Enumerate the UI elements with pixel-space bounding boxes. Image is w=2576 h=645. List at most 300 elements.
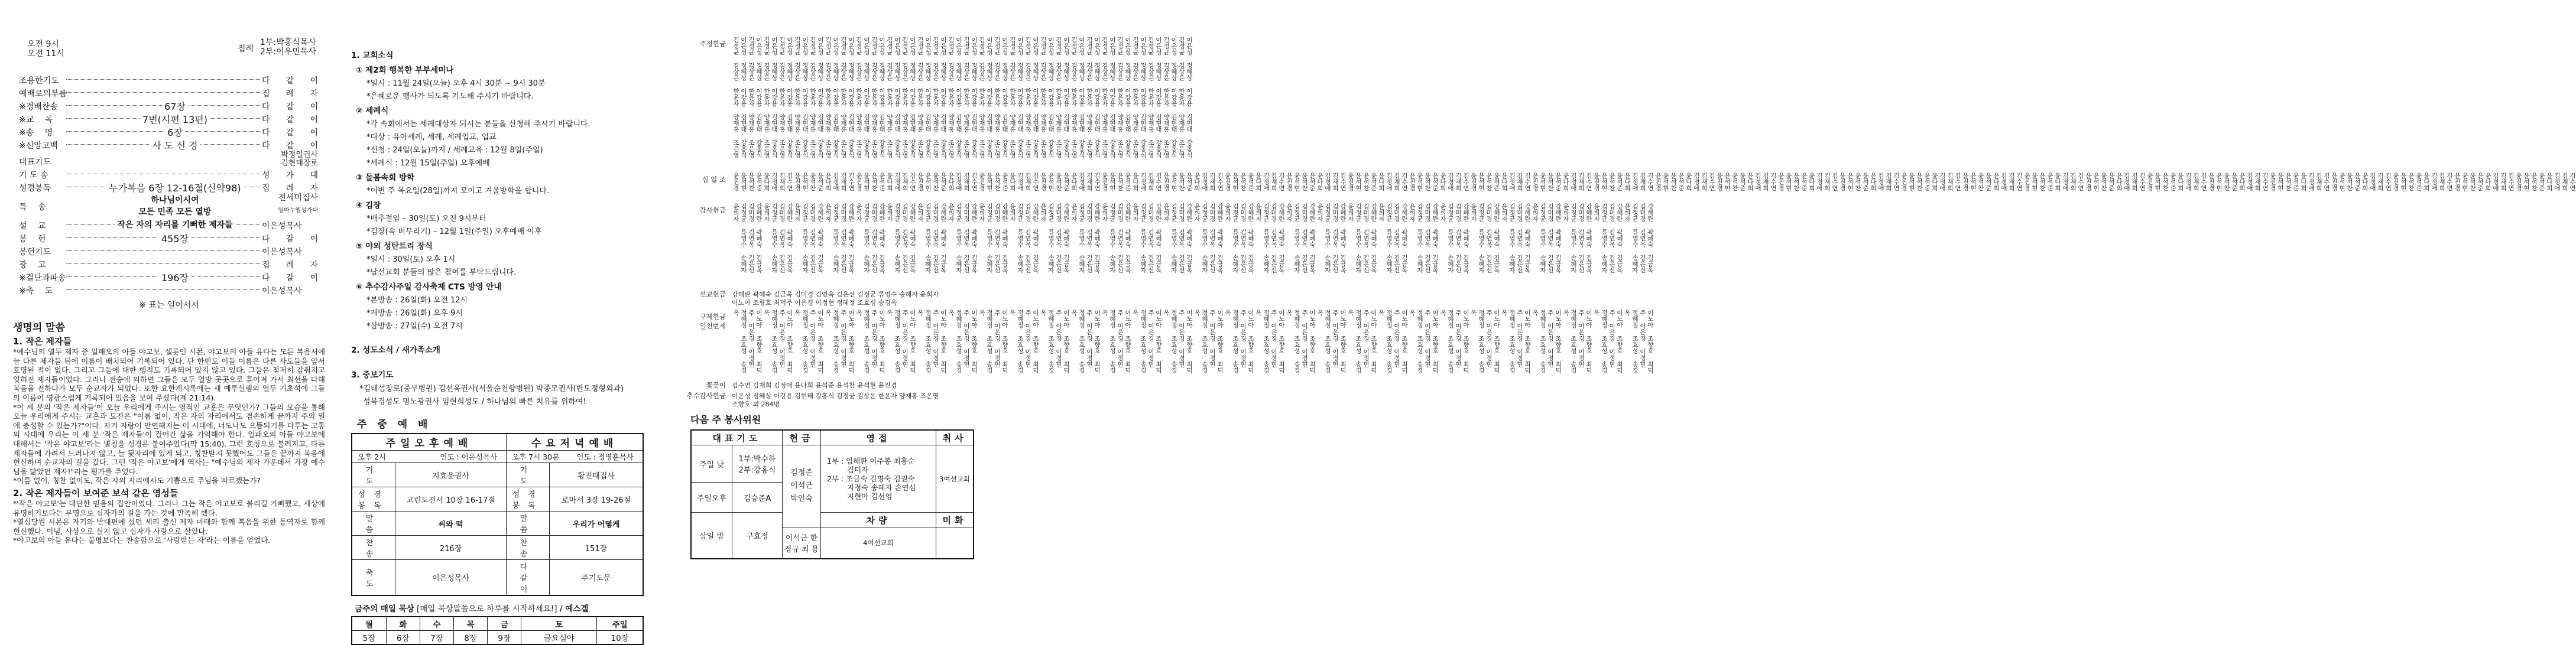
offering-name-column: 이노아 조향호 최덕주 이은경 이정현 정혜정 조효성 송경옥 <box>1193 310 1224 373</box>
order-row <box>13 125 325 138</box>
meditation-day: 금 <box>488 617 521 631</box>
offering-name-column: 김수연 김재희 김정애 윤다희 윤석준 윤석찬 윤석현 윤진경 <box>1224 172 1285 191</box>
news-item-line: *각 속회에서는 세례대상자 되시는 분들을 신청해 주시기 바랍니다. <box>366 120 591 129</box>
offering-name-column: 이은성 정혜상 이강용 김현태 강홍식 김정균 김상은 한윤자 양재홍 조은영 <box>748 37 763 158</box>
flower-names: 김수연 김재희 김정애 윤다희 윤석준 윤석찬 윤석현 윤진경 <box>732 382 897 389</box>
offering-name-column: 이은성 정혜상 이강용 김현태 강홍식 김정균 김상은 한윤자 양재홍 조은영 <box>1117 37 1131 158</box>
word-subtitle-1: 1. 작은 제자들 <box>13 336 72 347</box>
duty-offer-3: 박인숙 <box>790 494 813 503</box>
order-item-text: 6장 <box>165 127 185 138</box>
offering-name-column: 이노아 조향호 최덕주 이은경 이정현 정혜정 조효성 송경옥 <box>1409 310 1439 373</box>
news-item-line: *본방송 : 26일(화) 오전 12시 <box>366 296 468 305</box>
midweek-value: 주기도문 <box>550 560 643 596</box>
news-item-line: *삼방송 : 27일(수) 오전 7시 <box>366 322 463 331</box>
duty-table <box>690 429 974 559</box>
offering-name-column: 이노아 조향호 최덕주 이은경 이정현 정혜정 조효성 송경옥 <box>886 310 916 373</box>
offering-name-column: 강혜란 곽혜숙 김금옥 김미경 김연옥 김은선 김정균 류영수 송혜자 윤희자 <box>1347 203 1377 273</box>
order-of-service-column <box>0 0 331 592</box>
meditation-day: 화 <box>386 617 420 631</box>
order-person: 다 같 이 <box>262 141 318 151</box>
duty-h-car: 차량 <box>821 513 936 527</box>
order-row <box>13 232 325 245</box>
meditation-table <box>351 616 644 645</box>
offering-name-column: 김수연 김재희 김정애 윤다희 윤석준 윤석찬 윤석현 윤진경 <box>732 172 793 191</box>
meditation-day: 수 <box>420 617 453 631</box>
offering-name-column: 이노아 조향호 최덕주 이은경 이정현 정혜정 조효성 송경옥 <box>1562 310 1592 373</box>
news-heading-3: 3. 중보기도 <box>351 370 394 380</box>
offering-names-vertical <box>732 310 1654 376</box>
order-person: 다 같 이 <box>262 115 318 125</box>
order-label: 기 도 송 <box>19 171 48 180</box>
meditation-note: [매일 묵상말씀으로 하루를 시작하세요!] <box>416 604 557 614</box>
jipre-pastor-2: 2부:이우민목사 <box>260 47 316 57</box>
stand-note: ※ 표는 일어서서 <box>139 301 199 310</box>
midweek-label: 축 도 <box>352 560 395 596</box>
offering-section-flower <box>684 379 992 390</box>
word-paragraph-1: *예수님의 열두 제자 중 일패오의 아들 야고보, 셀롯인 시몬, 야고보의 아들 유다는 모든 복음서에 늘 다른 제자들 뒤에 이름이 배치되어 기록되어 있다. 단 한번도 이들 이름은 다른 사도들을 앞서 호명된 적이 없다. 그리고 그들에 대한 행적도 기록되어 있지 않고 있다. 그들은 철저히 감춰지고 잊혀진 제자들이었다. 그러나 전승에 의하면 그들은 모두 열방 곳곳으로 흩어져 가서 최선을 다해 복음을 전하다가 모두 순교자가 되었다. 또한 요한계시록에는 새 예루실렘의 열두 기초석에 그들의 이름이 영광스럽게 기록되어 있음을 보여 주셨다(계 21:14). <box>13 347 325 402</box>
offering-name-column: 이노아 조향호 최덕주 이은경 이정현 정혜정 조효성 송경옥 <box>978 310 1008 373</box>
meditation-day: 월 <box>352 617 386 631</box>
offering-name-column: 이노아 조향호 최덕주 이은경 이정현 정혜정 조효성 송경옥 <box>1439 310 1469 373</box>
duty-offer-2: 이석근 <box>790 481 813 490</box>
offering-name-column: 김수연 김재희 김정애 윤다희 윤석준 윤석찬 윤석현 윤진경 <box>1654 172 1715 191</box>
offering-name-column: 김수연 김재희 김정애 윤다희 윤석준 윤석찬 윤석현 윤진경 <box>2392 172 2453 191</box>
order-row <box>13 99 325 112</box>
order-row <box>13 138 325 151</box>
order-item <box>90 112 260 126</box>
order-item <box>90 181 260 194</box>
midweek-service-table <box>351 433 644 596</box>
midweek-label: 다 같 이 <box>507 560 550 596</box>
order-person: 다 같 이 <box>262 273 318 283</box>
offering-section-relief <box>684 310 1654 376</box>
news-item-title: ④ 김장 <box>356 201 381 210</box>
offering-name-column: 이은성 정혜상 이강용 김현태 강홍식 김정균 김상은 한윤자 양재홍 조은영 <box>1178 37 1193 158</box>
jipre-pastor-1: 1부:박홍식목사 <box>260 38 316 47</box>
dot-leader <box>66 250 260 251</box>
prayer-request-2: 성북경성도 명노광권사 임현희성도 / 하나님의 빠른 치유를 위하여! <box>363 398 586 406</box>
offering-name-column: 이은성 정혜상 이강용 김현태 강홍식 김정균 김상은 한윤자 양재홍 조은영 <box>1147 37 1162 158</box>
offering-name-column: 김수연 김재희 김정애 윤다희 윤석준 윤석찬 윤석현 윤진경 <box>1163 172 1224 191</box>
offering-name-column: 이은성 정혜상 이강용 김현태 강홍식 김정균 김상은 한윤자 양재홍 조은영 <box>1086 37 1101 158</box>
meditation-day: 주일 <box>597 617 643 631</box>
offering-name-column: 이은성 정혜상 이강용 김현태 강홍식 김정균 김상은 한윤자 양재홍 조은영 <box>932 37 947 158</box>
word-paragraph-3: *이름 없이, 칭찬 없이도, 작은 자의 자리에서도 기쁨으로 주님을 따르겠는가? <box>13 476 261 486</box>
offering-name-column: 이노아 조향호 최덕주 이은경 이정현 정혜정 조효성 송경옥 <box>1255 310 1285 373</box>
offering-name-column: 김수연 김재희 김정애 윤다희 윤석준 윤석찬 윤석현 윤진경 <box>2023 172 2084 191</box>
offering-name-column: 이은성 정혜상 이강용 김현태 강홍식 김정균 김상은 한윤자 양재홍 조은영 <box>840 37 855 158</box>
word-paragraph-4: *'작은 야고보'는 대단한 믿음의 집안이었다. 그러나 그는 작은 야고보로 불리길 기뻐했고, 세상에 유명하기보다는 무명으로 십자가의 길을 가는 것에 만족해 했다. <box>13 499 325 517</box>
dot-leader <box>66 92 260 93</box>
order-label: 광 고 <box>19 260 46 270</box>
offering-name-column: 이은성 정혜상 이강용 김현태 강홍식 김정균 김상은 한윤자 양재홍 조은영 <box>1101 37 1116 158</box>
offering-label: 추수감사헌금 <box>686 392 726 400</box>
offering-name-column: 이노아 조향호 최덕주 이은경 이정현 정혜정 조효성 송경옥 <box>1286 310 1316 373</box>
order-rows-3 <box>13 219 325 297</box>
prayer-request-1: *김태섭장로(중부병원) 김선옥권사(서울순천향병원) 박종모권사(반도정형외과) <box>359 385 624 393</box>
offering-name-column: 이은성 정혜상 이강용 김현태 강홍식 김정균 김상은 한윤자 양재홍 조은영 <box>978 37 993 158</box>
order-label: 대표기도 <box>19 158 51 167</box>
offering-name-column: 이은성 정혜상 이강용 김현태 강홍식 김정균 김상은 한윤자 양재홍 조은영 <box>963 37 978 158</box>
midweek-title: 주 중 예 배 <box>357 419 432 431</box>
duty-row-label: 주일오후 <box>691 483 732 513</box>
offering-name-column: 이은성 정혜상 이강용 김현태 강홍식 김정균 김상은 한윤자 양재홍 조은영 <box>948 37 962 158</box>
offering-name-column: 김수연 김재희 김정애 윤다희 윤석준 윤석찬 윤석현 윤진경 <box>1101 172 1162 191</box>
offering-name-column: 강혜란 곽혜숙 김금옥 김미경 김연옥 김은선 김정균 류영수 송혜자 윤희자 <box>978 203 1008 273</box>
midweek-row <box>352 463 643 487</box>
offering-name-column: 이노아 조향호 최덕주 이은경 이정현 정혜정 조효성 송경옥 <box>855 310 885 373</box>
word-paragraph-5: *열심당원 시몬은 자기와 반대편에 섰던 세리 출신 제자 마태와 함께 복음을 위한 동역자로 함께 헌신했다. 이념, 사상으로 실지 않고 십자가 사랑으로 살았다. <box>13 517 325 536</box>
word-title: 생명의 말씀 <box>13 322 66 334</box>
news-item-line: *일시 : 11월 24일(오늘) 오후 4시 30분 ~ 9시 30분 <box>366 79 546 88</box>
word-subtitle-2: 2. 작은 제자들이 보여준 보석 같은 영성들 <box>13 487 179 499</box>
offering-name-column: 이은성 정혜상 이강용 김현태 강홍식 김정균 김상은 한윤자 양재홍 조은영 <box>1040 37 1055 158</box>
offering-name-column: 이노아 조향호 최덕주 이은경 이정현 정혜정 조효성 송경옥 <box>1347 310 1377 373</box>
midweek-value: 이은성목사 <box>395 560 507 596</box>
offering-name-column: 강혜란 곽혜숙 김금옥 김미경 김연옥 김은선 김정균 류영수 송혜자 윤희자 <box>1193 203 1224 273</box>
order-item-text: 67장 <box>162 101 188 112</box>
offering-name-column: 이은성 정혜상 이강용 김현태 강홍식 김정균 김상은 한윤자 양재홍 조은영 <box>778 37 793 158</box>
midweek-label: 성경봉독 <box>507 487 550 512</box>
offering-label: 구제헌금 <box>699 312 726 321</box>
greet-line-3: 2부 : 조금숙 김명숙 김권숙 <box>827 474 915 483</box>
order-row <box>13 73 325 86</box>
offering-name-column: 이은성 정혜상 이강용 김현태 강홍식 김정균 김상은 한윤자 양재홍 조은영 <box>794 37 809 158</box>
news-item-line: *배추절임 – 30일(토) 오전 9시부터 <box>366 214 486 223</box>
offering-name-column: 김수연 김재희 김정애 윤다희 윤석준 윤석찬 윤석현 윤진경 <box>2085 172 2146 191</box>
midweek-value: 우리가 어떻게 <box>550 512 643 536</box>
duty-h-beauty: 미화 <box>936 513 974 527</box>
offering-name-column: 강혜란 곽혜숙 김금옥 김미경 김연옥 김은선 김정균 류영수 송혜자 윤희자 <box>1624 203 1654 273</box>
order-person: 이은성목사 <box>262 247 302 257</box>
order-person: 다 같 이 <box>262 234 318 244</box>
offering-name-column: 김수연 김재희 김정애 윤다희 윤석준 윤석찬 윤석현 윤진경 <box>2331 172 2392 191</box>
meditation-book: / 예스겔 <box>559 604 589 614</box>
offering-name-column: 이노아 조향호 최덕주 이은경 이정현 정혜정 조효성 송경옥 <box>825 310 855 373</box>
wednesday-time: 오후 7시 30분 <box>512 452 560 461</box>
offering-name-column: 강혜란 곽혜숙 김금옥 김미경 김연옥 김은선 김정균 류영수 송혜자 윤희자 <box>855 203 885 273</box>
news-item-title: ① 제2회 행복한 부부세미나 <box>356 66 454 75</box>
offering-name-column: 강혜란 곽혜숙 김금옥 김미경 김연옥 김은선 김정균 류영수 송혜자 윤희자 <box>1163 203 1193 273</box>
news-heading-2: 2. 성도소식 / 새가족소개 <box>351 346 440 355</box>
offering-name-column: 김수연 김재희 김정애 윤다희 윤석준 윤석찬 윤석현 윤진경 <box>1777 172 1838 191</box>
offering-name-column: 강혜란 곽혜숙 김금옥 김미경 김연옥 김은선 김정균 류영수 송혜자 윤희자 <box>1286 203 1316 273</box>
sunday-lead: 인도 : 이은성목사 <box>440 452 498 461</box>
offering-name-column: 김수연 김재희 김정애 윤다희 윤석준 윤석찬 윤석현 윤진경 <box>1470 172 1531 191</box>
order-label: ※신앙고백 <box>19 141 58 151</box>
greet-line-5: 지현아 김선영 <box>847 492 893 501</box>
midweek-value: 216장 <box>395 536 507 560</box>
duty-cook-1: 3여선교회 <box>936 445 974 513</box>
midweek-row <box>352 512 643 536</box>
harvest-names: 이은성 정혜상 이강용 김현태 강홍식 김정균 김상은 한윤자 양재홍 조은영 <box>732 392 939 400</box>
order-label: ※교 독 <box>19 115 53 125</box>
offering-name-column: 이노아 조향호 최덕주 이은경 이정현 정혜정 조효성 송경옥 <box>948 310 978 373</box>
offering-section-harvest <box>684 390 992 410</box>
order-item <box>90 99 260 113</box>
offering-section-thanks <box>684 203 1654 284</box>
duty-title: 다음 주 봉사위원 <box>690 414 761 425</box>
news-item-line: *은혜로운 행사가 되도록 기도해 주시기 바랍니다. <box>366 92 534 101</box>
special-who-1: 전세미집사 <box>278 193 318 203</box>
midweek-row <box>352 560 643 596</box>
offering-name-column: 이은성 정혜상 이강용 김현태 강홍식 김정균 김상은 한윤자 양재홍 조은영 <box>901 37 916 158</box>
offering-name-column: 김수연 김재희 김정애 윤다희 윤석준 윤석찬 윤석현 윤진경 <box>2269 172 2330 191</box>
offering-names-vertical <box>732 37 1193 170</box>
offering-name-column: 강혜란 곽혜숙 김금옥 김미경 김연옥 김은선 김정균 류영수 송혜자 윤희자 <box>1255 203 1285 273</box>
offering-name-column: 이은성 정혜상 이강용 김현태 강홍식 김정균 김상은 한윤자 양재홍 조은영 <box>809 37 824 158</box>
midweek-label: 찬 송 <box>507 536 550 560</box>
offering-label: 일천번제 <box>699 322 726 330</box>
word-paragraph-6: *야고보의 아들 유다는 불평보다는 찬송함으로 '사랑받는 자'라는 이름을 얻었다. <box>13 536 271 545</box>
offering-name-column: 김수연 김재희 김정애 윤다희 윤석준 윤석찬 윤석현 윤진경 <box>1593 172 1654 191</box>
news-item-line: *대상 : 유아세례, 세례, 세례입교, 입교 <box>366 133 497 142</box>
wednesday-evening-title: 수요저녁예배 <box>507 434 643 451</box>
offering-name-column: 강혜란 곽혜숙 김금옥 김미경 김연옥 김은선 김정균 류영수 송혜자 윤희자 <box>1101 203 1131 273</box>
duty-offer-names <box>783 445 821 527</box>
midweek-value: 씨와 떡 <box>395 512 507 536</box>
offering-name-column: 강혜란 곽혜숙 김금옥 김미경 김연옥 김은선 김정균 류영수 송혜자 윤희자 <box>948 203 978 273</box>
news-item-line: *신청 : 24일(오늘)까지 / 세례교육 : 12월 8일(주일) <box>366 146 543 155</box>
offering-name-column: 강혜란 곽혜숙 김금옥 김미경 김연옥 김은선 김정균 류영수 송혜자 윤희자 <box>1501 203 1531 273</box>
order-person: 이은성목사 <box>262 221 302 231</box>
dot-leader <box>66 289 260 290</box>
meditation-chapter: 6장 <box>386 631 420 645</box>
offering-name-column: 김수연 김재희 김정애 윤다희 윤석준 윤석찬 윤석현 윤진경 <box>1347 172 1408 191</box>
offering-name-column: 이노아 조향호 최덕주 이은경 이정현 정혜정 조효성 송경옥 <box>1040 310 1070 373</box>
mission-names-2: 이노아 조향호 최덕주 이은경 이정현 정혜정 조효성 송경옥 <box>732 299 897 307</box>
offering-name-column: 이노아 조향호 최덕주 이은경 이정현 정혜정 조효성 송경옥 <box>1101 310 1131 373</box>
service-time-2: 오전 11시 <box>27 49 64 58</box>
special-who-2: 임마누엘성가대 <box>278 207 318 214</box>
offering-section-main <box>684 37 1193 170</box>
midweek-value: 고린도전서 10장 16-17절 <box>395 487 507 512</box>
order-item-text: 작은 자의 자리를 기뻐한 제자들 <box>115 220 235 230</box>
prayer-who-1: 박정일권사 <box>281 151 318 159</box>
offering-name-column: 이노아 조향호 최덕주 이은경 이정현 정혜정 조효성 송경옥 <box>732 310 763 373</box>
order-person: 성 가 대 <box>262 171 318 180</box>
news-item-title: ② 세례식 <box>356 106 389 116</box>
order-row <box>13 258 325 271</box>
order-item-text: 455장 <box>159 233 191 245</box>
duty-greeters <box>821 445 936 513</box>
midweek-value: 로마서 3장 19-26절 <box>550 487 643 512</box>
order-person: 집 례 자 <box>262 260 318 270</box>
wednesday-time-lead <box>507 451 643 463</box>
order-item <box>90 271 260 284</box>
offering-name-column: 이은성 정혜상 이강용 김현태 강홍식 김정균 김상은 한윤자 양재홍 조은영 <box>1070 37 1085 158</box>
offering-name-column: 김수연 김재희 김정애 윤다희 윤석준 윤석찬 윤석현 윤진경 <box>1286 172 1347 191</box>
midweek-label: 성경봉독 <box>352 487 395 512</box>
midweek-value: 지효윤권사 <box>395 463 507 487</box>
dot-leader <box>66 263 260 264</box>
news-item-title: ⑥ 추수감사주일 감사축제 CTS 방영 안내 <box>356 282 502 292</box>
offering-name-column: 이은성 정혜상 이강용 김현태 강홍식 김정균 김상은 한윤자 양재홍 조은영 <box>886 37 901 158</box>
offering-name-column: 이노아 조향호 최덕주 이은경 이정현 정혜정 조효성 송경옥 <box>1624 310 1654 373</box>
offering-name-column: 김수연 김재희 김정애 윤다희 윤석준 윤석찬 윤석현 윤진경 <box>2208 172 2269 191</box>
order-person: 다 같 이 <box>262 128 318 138</box>
midweek-label: 기 도 <box>352 463 395 487</box>
offering-names-vertical <box>732 172 2576 202</box>
offering-name-column: 이은성 정혜상 이강용 김현태 강홍식 김정균 김상은 한윤자 양재홍 조은영 <box>763 37 778 158</box>
offering-name-column: 이노아 조향호 최덕주 이은경 이정현 정혜정 조효성 송경옥 <box>1593 310 1623 373</box>
jipre-label: 집례 <box>238 44 254 54</box>
duty-prayer-2: 2부:강홍식 <box>738 466 776 475</box>
service-time-1: 오전 9시 <box>27 40 59 49</box>
duty-row-label: 삼일 밤 <box>691 513 732 559</box>
offering-name-column: 강혜란 곽혜숙 김금옥 김미경 김연옥 김은선 김정균 류영수 송혜자 윤희자 <box>1378 203 1408 273</box>
offering-name-column: 강혜란 곽혜숙 김금옥 김미경 김연옥 김은선 김정균 류영수 송혜자 윤희자 <box>1040 203 1070 273</box>
offering-label: 꽃꽂이 <box>706 381 726 389</box>
order-row <box>13 219 325 232</box>
sunday-afternoon-title: 주일오후예배 <box>352 434 507 451</box>
midweek-row <box>352 536 643 560</box>
duty-offer-1: 김정준 <box>790 468 813 477</box>
greet-line-2: 김미자 <box>847 465 869 474</box>
news-item-title: ⑤ 야외 성탄트리 장식 <box>356 242 433 251</box>
offering-name-column: 강혜란 곽혜숙 김금옥 김미경 김연옥 김은선 김정균 류영수 송혜자 윤희자 <box>763 203 793 273</box>
meditation-chapter: 5장 <box>352 631 386 645</box>
duty-prayer-1: 1부:박수하 <box>738 455 776 464</box>
offering-name-column: 이노아 조향호 최덕주 이은경 이정현 정혜정 조효성 송경옥 <box>1070 310 1101 373</box>
sunday-time: 오후 2시 <box>358 452 387 461</box>
order-label: 조용한기도 <box>19 76 59 86</box>
duty-afternoon-prayer: 김승준A <box>732 483 783 513</box>
offering-name-column: 이은성 정혜상 이강용 김현태 강홍식 김정균 김상은 한윤자 양재홍 조은영 <box>1163 37 1177 158</box>
offering-name-column: 이은성 정혜상 이강용 김현태 강홍식 김정균 김상은 한윤자 양재홍 조은영 <box>917 37 932 158</box>
offering-name-column: 김수연 김재희 김정애 윤다희 윤석준 윤석찬 윤석현 윤진경 <box>2146 172 2207 191</box>
offering-name-column: 이은성 정혜상 이강용 김현태 강홍식 김정균 김상은 한윤자 양재홍 조은영 <box>871 37 885 158</box>
order-label: 성경봉독 <box>19 184 51 193</box>
offering-name-column: 김수연 김재희 김정애 윤다희 윤석준 윤석찬 윤석현 윤진경 <box>794 172 855 191</box>
offering-name-column: 강혜란 곽혜숙 김금옥 김미경 김연옥 김은선 김정균 류영수 송혜자 윤희자 <box>1593 203 1623 273</box>
order-prayer-who <box>262 151 318 168</box>
meditation-chapter: 금요심야 <box>521 631 597 645</box>
offering-name-column: 이노아 조향호 최덕주 이은경 이정현 정혜정 조효성 송경옥 <box>917 310 947 373</box>
midweek-label: 찬 송 <box>352 536 395 560</box>
order-row <box>13 284 325 297</box>
meditation-heading <box>355 602 665 614</box>
news-item-line: *세례식 : 12월 15일(주일) 오후예배 <box>366 159 490 168</box>
meditation-chapter: 9장 <box>488 631 521 645</box>
offering-name-column: 이노아 조향호 최덕주 이은경 이정현 정혜정 조효성 송경옥 <box>1501 310 1531 373</box>
order-person: 다 같 이 <box>262 102 318 112</box>
offering-name-column: 강혜란 곽혜숙 김금옥 김미경 김연옥 김은선 김정균 류영수 송혜자 윤희자 <box>1562 203 1592 273</box>
meditation-chapter: 7장 <box>420 631 453 645</box>
offering-name-column: 강혜란 곽혜숙 김금옥 김미경 김연옥 김은선 김정균 류영수 송혜자 윤희자 <box>1470 203 1500 273</box>
offering-name-column: 강혜란 곽혜숙 김금옥 김미경 김연옥 김은선 김정균 류영수 송혜자 윤희자 <box>886 203 916 273</box>
order-person: 이은성목사 <box>262 286 302 296</box>
offering-name-column: 김수연 김재희 김정애 윤다희 윤석준 윤석찬 윤석현 윤진경 <box>1409 172 1469 191</box>
order-rows-2 <box>13 168 325 194</box>
offering-name-column: 이노아 조향호 최덕주 이은경 이정현 정혜정 조효성 송경옥 <box>763 310 793 373</box>
offering-name-column: 김수연 김재희 김정애 윤다희 윤석준 윤석찬 윤석현 윤진경 <box>1040 172 1101 191</box>
news-item-line: *남선교회 분들의 많은 참여를 부탁드립니다. <box>366 268 517 277</box>
offering-name-column: 이노아 조향호 최덕주 이은경 이정현 정혜정 조효성 송경옥 <box>794 310 824 373</box>
offering-name-column: 이은성 정혜상 이강용 김현태 강홍식 김정균 김상은 한윤자 양재홍 조은영 <box>825 37 839 158</box>
jipre-pastors <box>260 38 316 57</box>
midweek-row <box>352 487 643 512</box>
order-item-text: 사 도 신 경 <box>150 140 200 151</box>
dot-leader <box>66 79 260 80</box>
order-label: 특 송 <box>19 203 46 212</box>
prayer-who-2: 김현태장로 <box>281 159 318 168</box>
offering-name-column: 이은성 정혜상 이강용 김현태 강홍식 김정균 김상은 한윤자 양재홍 조은영 <box>1055 37 1070 158</box>
order-row <box>13 245 325 258</box>
meditation-chapter: 8장 <box>454 631 488 645</box>
offering-name-column: 강혜란 곽혜숙 김금옥 김미경 김연옥 김은선 김정균 류영수 송혜자 윤희자 <box>825 203 855 273</box>
order-label: ※결단과파송 <box>19 273 66 283</box>
meditation-title: 금주의 매일 묵상 <box>355 604 414 614</box>
duty-h-greet: 영접 <box>821 430 936 445</box>
news-item-line: *김장(속 버무리기) – 12월 1일(주일) 오후예배 이후 <box>366 227 542 236</box>
news-column <box>343 0 665 643</box>
news-item-line: *일시 : 30일(토) 오후 1시 <box>366 255 456 264</box>
order-item <box>90 125 260 139</box>
duty-h-prayer: 대표기도 <box>691 430 783 445</box>
news-item-line: *이번 주 목요일(28일)까지 모이고 겨울방학을 합니다. <box>366 187 550 196</box>
news-item-line: *재방송 : 26일(화) 오후 9시 <box>366 309 463 318</box>
special-song-1: 하나님이시여 <box>90 194 260 206</box>
offering-name-column: 김수연 김재희 김정애 윤다희 윤석준 윤석찬 윤석현 윤진경 <box>1900 172 1961 191</box>
news-item-title: ③ 돌봄속회 방학 <box>356 173 415 183</box>
order-label: ※경배찬송 <box>19 102 58 112</box>
order-item-text: 누가복음 6장 12-16절(신약98) <box>106 183 243 194</box>
greet-line-4: 지정숙 송혜자 손연심 <box>847 483 916 492</box>
offering-name-column: 이은성 정혜상 이강용 김현태 강홍식 김정균 김상은 한윤자 양재홍 조은영 <box>732 37 747 158</box>
offering-label: 주정헌금 <box>699 40 726 48</box>
order-person: 집 례 자 <box>262 184 318 193</box>
wednesday-lead: 인도 : 정영훈목사 <box>576 452 634 461</box>
offering-name-column: 김수연 김재희 김정애 윤다희 윤석준 윤석찬 윤석현 윤진경 <box>2515 172 2576 191</box>
offerings-column <box>680 0 2576 592</box>
special-song-2: 모든 민족 모든 열방 <box>90 206 260 217</box>
order-person: 다 같 이 <box>262 76 318 86</box>
order-item <box>90 138 260 152</box>
order-label: 설 교 <box>19 221 46 231</box>
offering-name-column: 이은성 정혜상 이강용 김현태 강홍식 김정균 김상은 한윤자 양재홍 조은영 <box>1009 37 1024 158</box>
service-times <box>13 35 325 65</box>
midweek-label: 말 씀 <box>507 512 550 536</box>
offering-name-column: 강혜란 곽혜숙 김금옥 김미경 김연옥 김은선 김정균 류영수 송혜자 윤희자 <box>1132 203 1162 273</box>
order-row <box>13 86 325 99</box>
offering-name-column: 김수연 김재희 김정애 윤다희 윤석준 윤석찬 윤석현 윤진경 <box>917 172 978 191</box>
harvest-names-2: 조향호 외 284명 <box>732 400 780 408</box>
offering-name-column: 김수연 김재희 김정애 윤다희 윤석준 윤석찬 윤석현 윤진경 <box>1962 172 2023 191</box>
order-row <box>13 168 325 181</box>
duty-sunday-prayer <box>732 445 783 483</box>
offering-name-column: 이노아 조향호 최덕주 이은경 이정현 정혜정 조효성 송경옥 <box>1532 310 1562 373</box>
offering-name-column: 이은성 정혜상 이강용 김현태 강홍식 김정균 김상은 한윤자 양재홍 조은영 <box>1024 37 1039 158</box>
order-label: 봉 헌 <box>19 234 46 244</box>
duty-h-offer: 헌금 <box>783 430 821 445</box>
offering-label: 십 일 조 <box>702 175 726 184</box>
midweek-label: 말 씀 <box>352 512 395 536</box>
offering-name-column: 강혜란 곽혜숙 김금옥 김미경 김연옥 김은선 김정균 류영수 송혜자 윤희자 <box>1532 203 1562 273</box>
offering-name-column: 김수연 김재희 김정애 윤다희 윤석준 윤석찬 윤석현 윤진경 <box>978 172 1039 191</box>
offering-names-vertical <box>732 203 1654 284</box>
order-label: ※축 도 <box>19 286 53 296</box>
offering-name-column: 이노아 조향호 최덕주 이은경 이정현 정혜정 조효성 송경옥 <box>1470 310 1500 373</box>
offering-name-column: 강혜란 곽혜숙 김금옥 김미경 김연옥 김은선 김정균 류영수 송혜자 윤희자 <box>1439 203 1469 273</box>
midweek-value: 황진태집사 <box>550 463 643 487</box>
offering-name-column: 강혜란 곽혜숙 김금옥 김미경 김연옥 김은선 김정균 류영수 송혜자 윤희자 <box>917 203 947 273</box>
offering-name-column: 김수연 김재희 김정애 윤다희 윤석준 윤석찬 윤석현 윤진경 <box>1532 172 1592 191</box>
offering-label: 감사헌금 <box>699 206 726 214</box>
order-row-special <box>13 194 325 219</box>
order-row <box>13 112 325 125</box>
order-label: 예배로의부름 <box>19 89 67 99</box>
